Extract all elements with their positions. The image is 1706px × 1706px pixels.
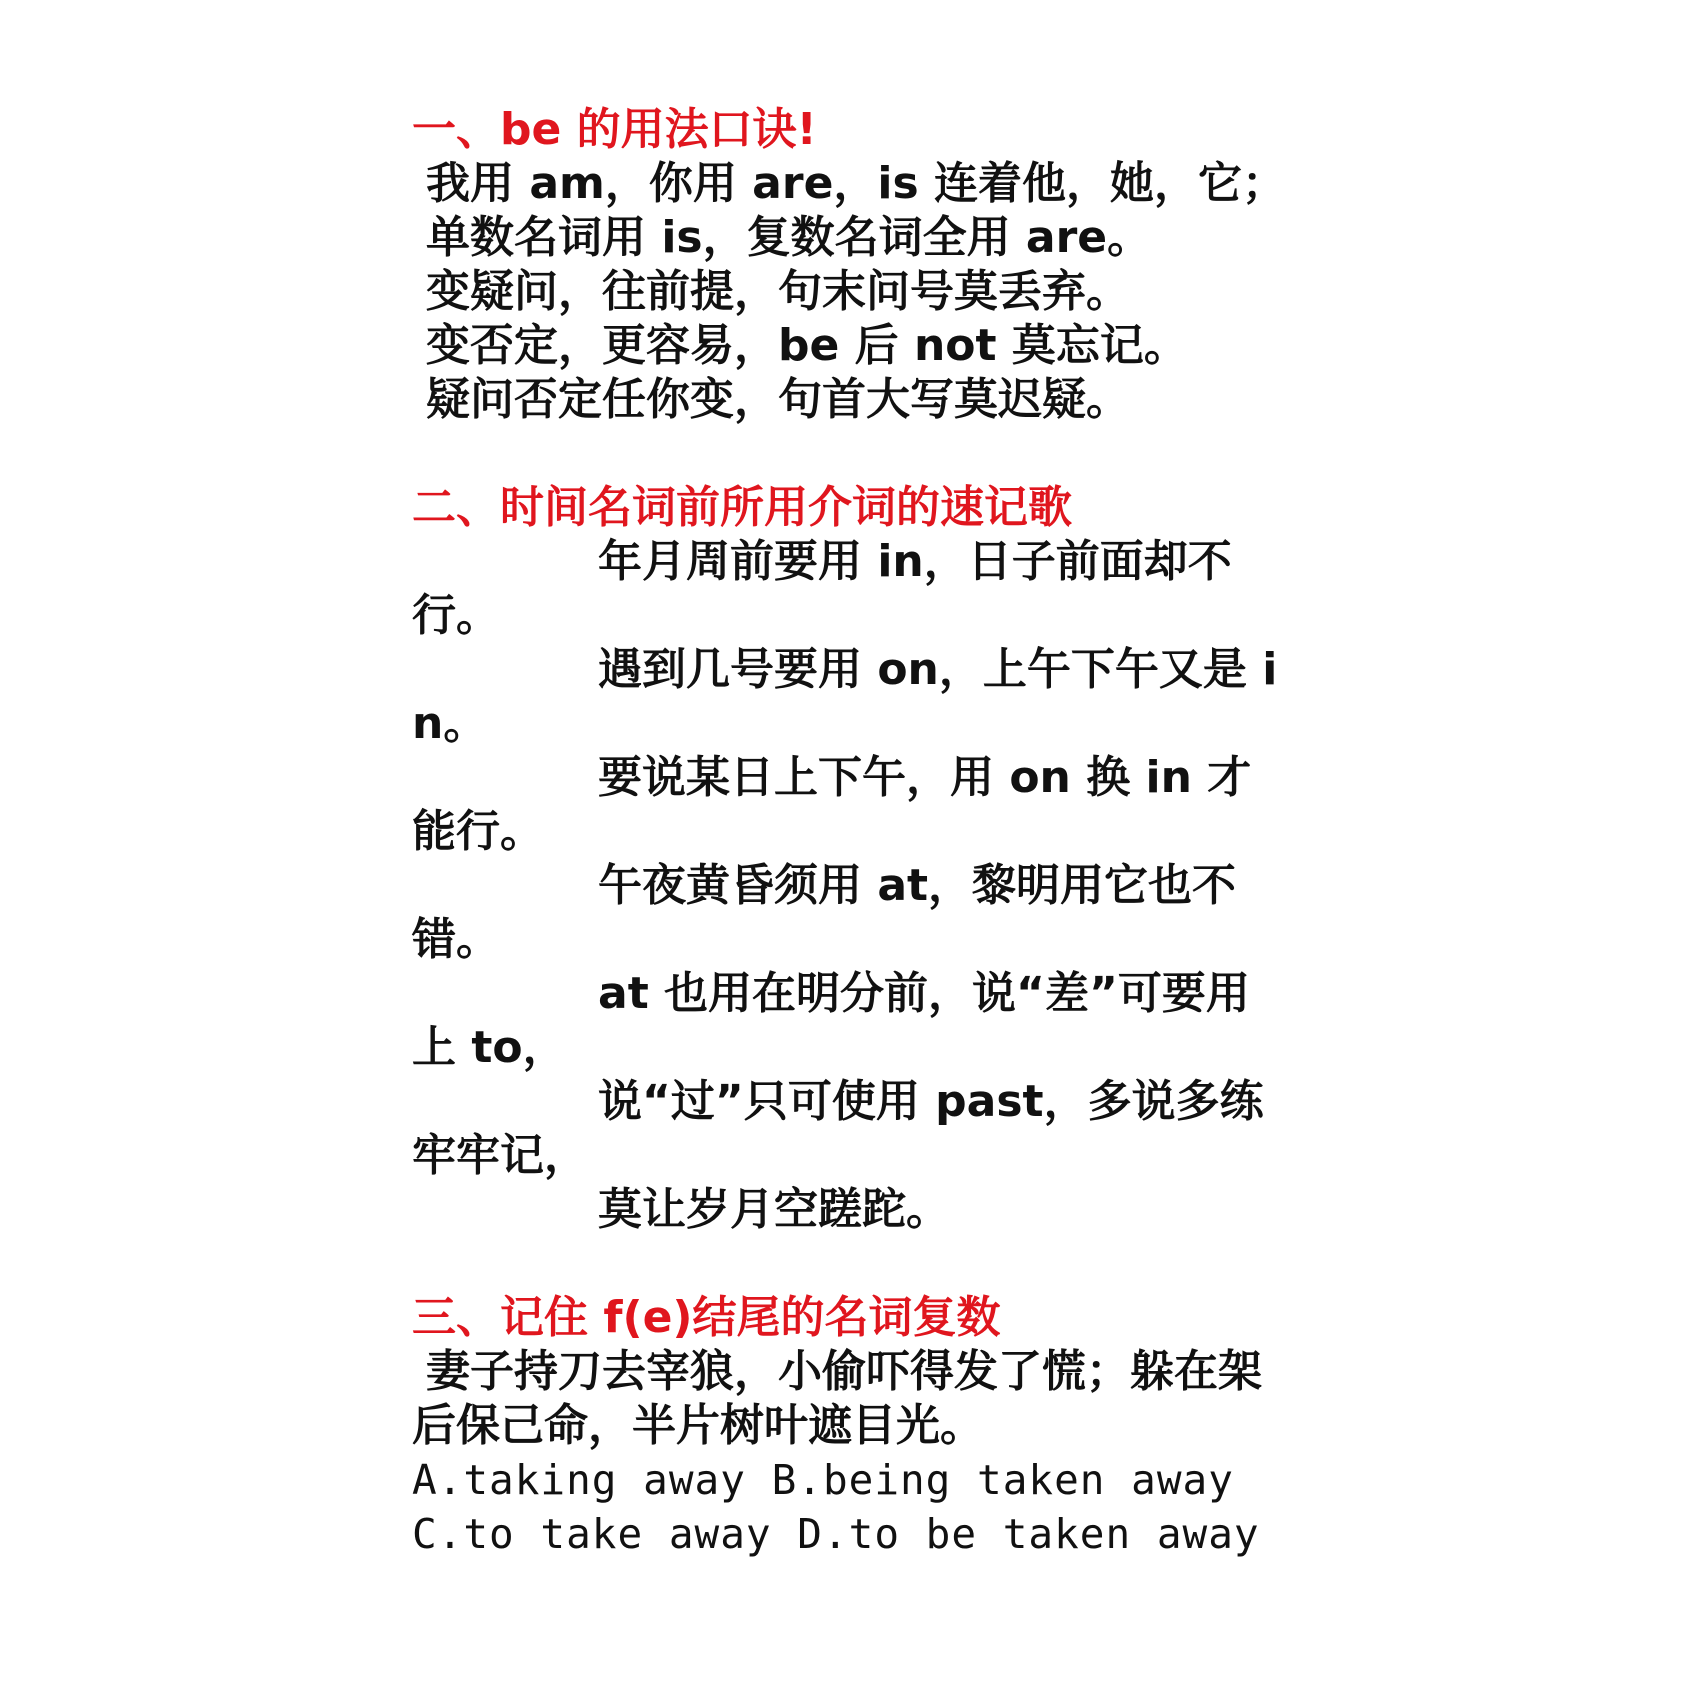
section-fe-plurals: [412, 1291, 1332, 1561]
answer-options: C.to take away D.to be taken away: [412, 1510, 1260, 1558]
rhyme-line: 我用 am，你用 are，is 连着他，她，它；: [426, 158, 1286, 209]
section-time-prepositions: [412, 481, 1332, 1237]
rhyme-line: 单数名词用 is，复数名词全用 are。: [426, 212, 1152, 263]
section-spacer: [412, 427, 1332, 481]
rhyme-line: 变否定，更容易，be 后 not 莫忘记。: [426, 320, 1188, 371]
rhyme-line: 变疑问，往前提，句末问号莫丢弃。: [426, 266, 1130, 317]
section-heading: 一、be 的用法口诀!: [412, 104, 817, 155]
section-heading: 二、时间名词前所用介词的速记歌: [412, 482, 1072, 533]
rhyme-line: 疑问否定任你变，句首大写莫迟疑。: [426, 374, 1130, 425]
section-be-usage: [412, 103, 1332, 427]
rhyme-paragraph: 午夜黄昏须用 at，黎明用它也不错。: [412, 860, 1237, 965]
document-page: [412, 103, 1332, 1561]
rhyme-paragraph: 要说某日上下午，用 on 换 in 才能行。: [412, 752, 1252, 857]
rhyme-paragraph: 莫让岁月空蹉跎。: [598, 1184, 950, 1235]
rhyme-paragraph: 年月周前要用 in，日子前面却不行。: [412, 536, 1232, 641]
rhyme-paragraph: 说“过”只可使用 past，多说多练牢牢记，: [412, 1076, 1264, 1181]
section-heading: 三、记住 f(e)结尾的名词复数: [412, 1292, 1001, 1343]
rhyme-paragraph: 妻子持刀去宰狼，小偷吓得发了慌；躲在架后保己命，半片树叶遮目光。: [412, 1346, 1262, 1451]
rhyme-paragraph: at 也用在明分前，说“差”可要用上 to，: [412, 968, 1250, 1073]
answer-options: A.taking away B.being taken away: [412, 1456, 1234, 1504]
section-spacer: [412, 1237, 1332, 1291]
rhyme-paragraph: 遇到几号要用 on，上午下午又是 in。: [412, 644, 1278, 749]
